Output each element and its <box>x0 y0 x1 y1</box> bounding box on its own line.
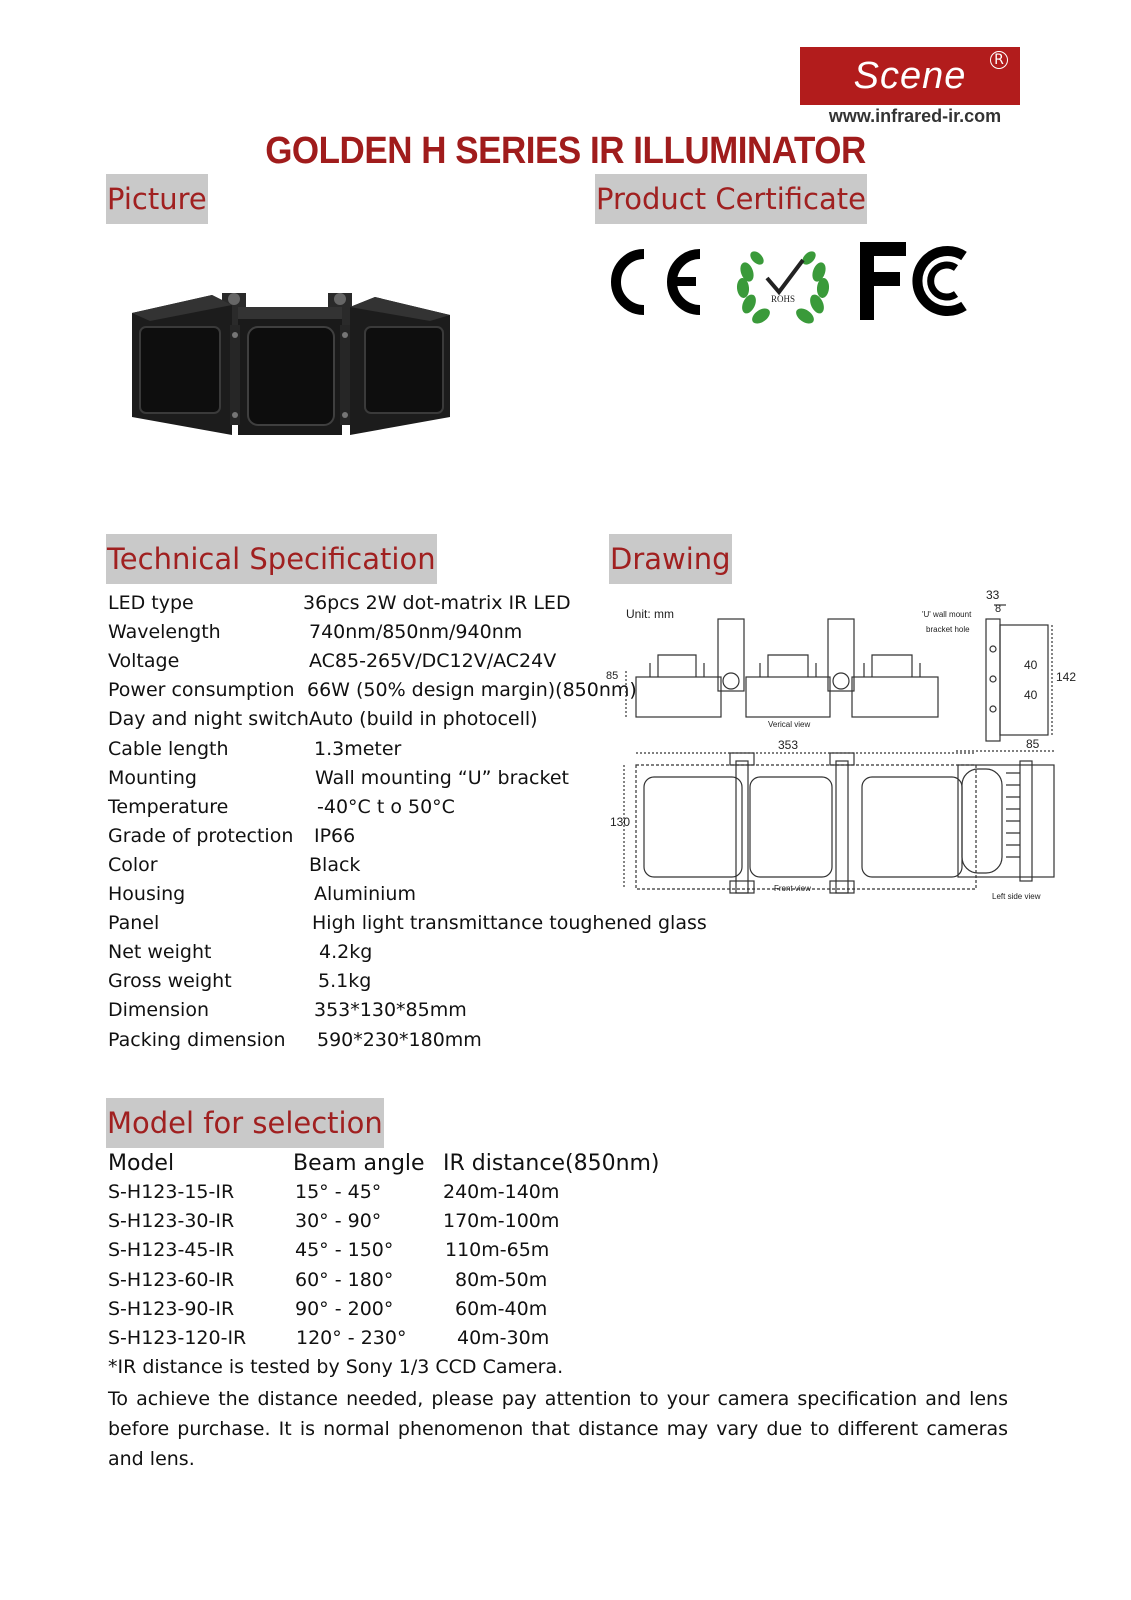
product-photo <box>120 285 465 445</box>
spec-value: Auto (build in photocell) <box>309 708 538 731</box>
spec-label: Panel <box>108 912 160 935</box>
spec-label: Cable length <box>108 737 229 760</box>
dim-353-width: 353 <box>778 738 799 752</box>
dim-85-depth: 85 <box>1026 737 1040 751</box>
spec-label: Wavelength <box>108 621 221 644</box>
spec-value: AC85-265V/DC12V/AC24V <box>309 650 557 673</box>
rohs-mark-icon <box>733 242 833 324</box>
section-tech-spec: Technical Specification <box>106 534 437 584</box>
brand-name: Scene <box>853 54 967 97</box>
spec-value: 5.1kg <box>318 970 372 993</box>
ir-distance: 110m-65m <box>445 1239 550 1262</box>
spec-label: Grade of protection <box>108 824 294 847</box>
beam-col-header: Beam angle <box>293 1151 425 1176</box>
beam-angle: 120° - 230° <box>296 1327 407 1349</box>
spec-value: 740nm/850nm/940nm <box>309 621 523 644</box>
model-name: S-H123-45-IR <box>108 1239 235 1262</box>
model-name: S-H123-30-IR <box>108 1210 235 1233</box>
model-name: S-H123-90-IR <box>108 1297 235 1320</box>
spec-label: Dimension <box>108 999 209 1022</box>
drawing-left-side-view-label: Left side view <box>992 892 1041 901</box>
spec-label: Temperature <box>108 795 229 818</box>
fcc-mark-icon <box>860 242 972 320</box>
model-name: S-H123-15-IR <box>108 1181 235 1203</box>
spec-label: LED type <box>108 592 194 614</box>
spec-label: Net weight <box>108 941 212 964</box>
beam-angle: 30° - 90° <box>295 1210 382 1233</box>
spec-label: Power consumption <box>108 679 295 702</box>
registered-mark: R <box>990 51 1008 69</box>
dim-8: 8 <box>995 603 1002 615</box>
model-col-header: Model <box>108 1151 175 1176</box>
section-models: Model for selection <box>106 1098 384 1148</box>
dim-33: 33 <box>986 588 1000 602</box>
spec-label: Packing dimension <box>108 1028 286 1051</box>
brand-logo <box>800 47 1020 105</box>
spec-label: Voltage <box>108 650 180 673</box>
model-name: S-H123-120-IR <box>108 1327 247 1349</box>
ir-distance: 40m-30m <box>457 1327 550 1349</box>
section-drawing: Drawing <box>609 534 732 584</box>
spec-label: Color <box>108 853 158 876</box>
model-name: S-H123-60-IR <box>108 1268 235 1291</box>
spec-value: 590*230*180mm <box>317 1028 482 1051</box>
spec-label: Gross weight <box>108 970 232 993</box>
rohs-label: ROHS <box>770 294 796 304</box>
spec-value: -40°C t o 50°C <box>317 795 455 818</box>
ir-distance: 170m-100m <box>443 1210 560 1233</box>
spec-value: IP66 <box>314 824 356 847</box>
spec-value: 353*130*85mm <box>314 999 467 1022</box>
drawing-unit: Unit: mm <box>626 607 674 621</box>
ir-distance: 60m-40m <box>455 1297 548 1320</box>
beam-angle: 15° - 45° <box>295 1181 382 1203</box>
spec-value: 36pcs 2W dot-matrix IR LED <box>303 592 571 614</box>
section-certificate: Product Certificate <box>595 174 867 224</box>
dim-40-upper: 40 <box>1024 658 1038 672</box>
spec-value: Aluminium <box>314 883 416 905</box>
beam-angle: 90° - 200° <box>295 1297 394 1320</box>
dim-40-lower: 40 <box>1024 688 1038 702</box>
drawing-bracket-note-2: bracket hole <box>926 625 970 634</box>
spec-value: Black <box>309 853 361 876</box>
spec-label: Housing <box>108 883 186 905</box>
drawing-front-view-label: Front view <box>774 884 811 893</box>
technical-drawing <box>600 585 1080 915</box>
ir-distance: 240m-140m <box>443 1181 560 1203</box>
ir-distance: 80m-50m <box>455 1268 548 1291</box>
section-picture: Picture <box>106 174 208 224</box>
spec-value: 66W (50% design margin)(850nm) <box>307 679 637 702</box>
drawing-vertical-view-label: Verical view <box>768 720 811 729</box>
spec-value: Wall mounting “U” bracket <box>315 766 569 789</box>
spec-label: Day and night switch <box>108 708 309 731</box>
spec-value: High light transmittance toughened glass <box>312 912 707 935</box>
drawing-bracket-note-1: 'U' wall mount <box>922 610 972 619</box>
beam-angle: 45° - 150° <box>295 1239 394 1262</box>
advice-paragraph: To achieve the distance needed, please pay attention to your camera specification and lens before purchase. It is normal phenomenon that distance may vary due to different cameras and lens. <box>108 1388 1008 1470</box>
test-note: *IR distance is tested by Sony 1/3 CCD Camera. <box>108 1356 564 1378</box>
dim-142: 142 <box>1056 670 1077 684</box>
beam-angle: 60° - 180° <box>295 1268 394 1291</box>
ce-mark-icon <box>598 242 708 322</box>
spec-value: 1.3meter <box>314 737 402 760</box>
distance-col-header: IR distance(850nm) <box>443 1151 660 1176</box>
dim-85-height: 85 <box>606 670 619 682</box>
page-title: GOLDEN H SERIES IR ILLUMINATOR <box>265 130 866 172</box>
spec-label: Mounting <box>108 766 197 789</box>
spec-value: 4.2kg <box>319 941 373 964</box>
website-url: www.infrared-ir.com <box>828 106 1002 126</box>
dim-130-height: 130 <box>610 815 631 829</box>
